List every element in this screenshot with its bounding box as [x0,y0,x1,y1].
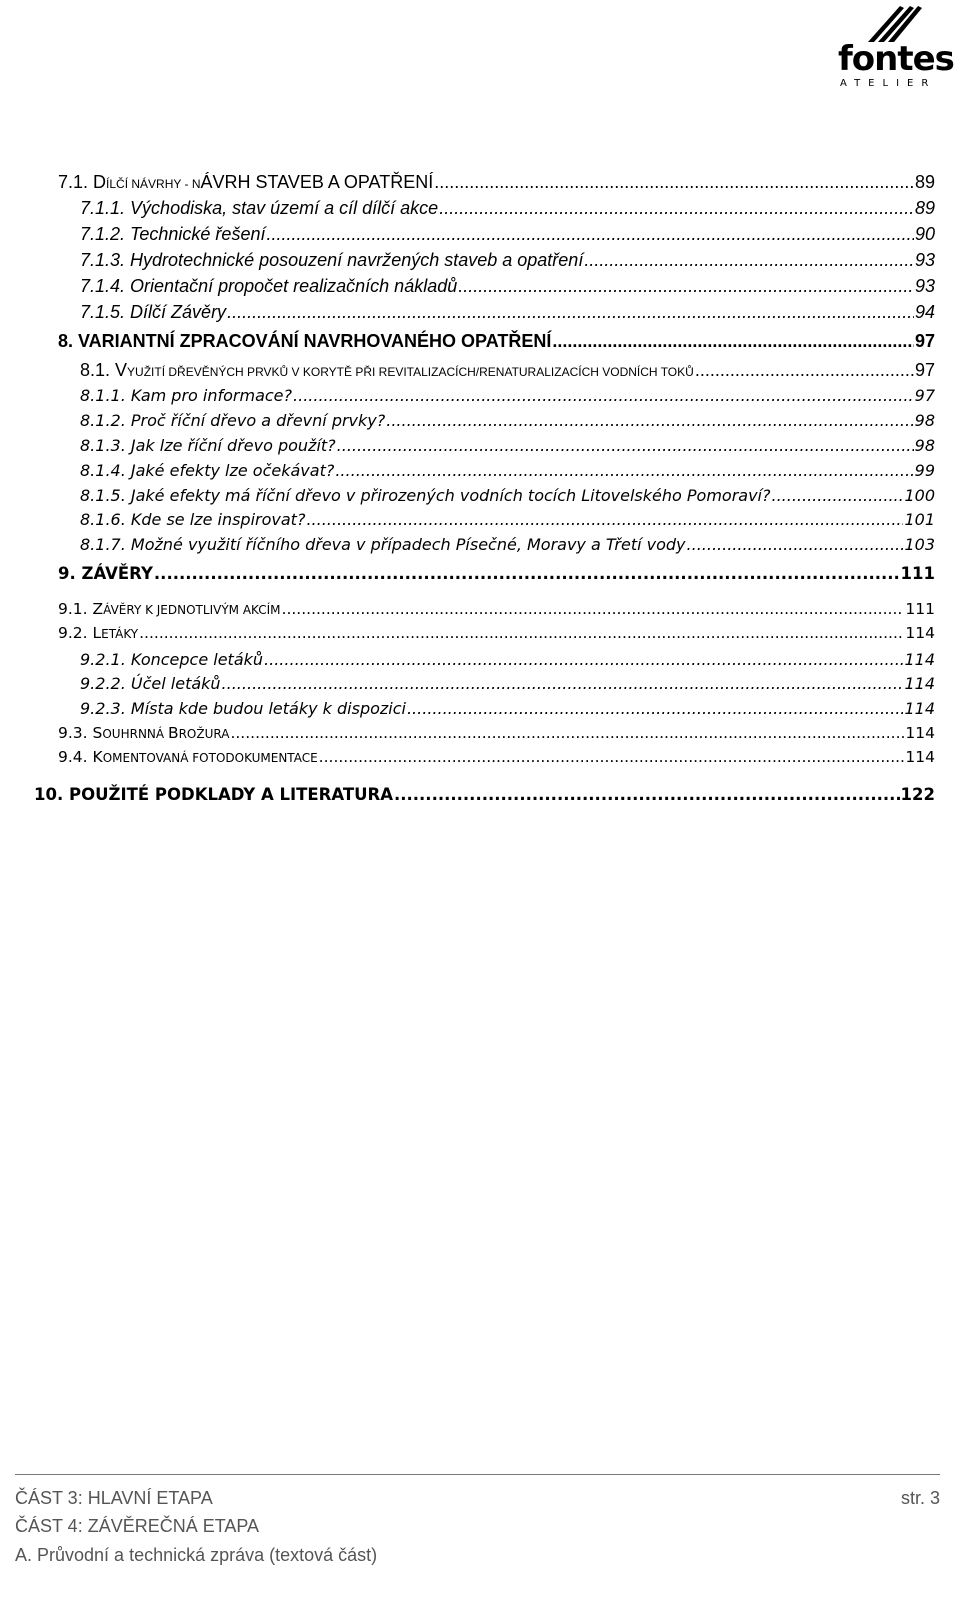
toc-entry[interactable] [58,624,935,642]
toc-entry[interactable] [58,724,935,742]
toc-leader-dots [335,461,913,480]
toc-entry-number: 8. [58,331,79,351]
toc-entry-title: 9.3. SOUHRNNÁ BROŽURA [58,724,230,742]
toc-page-number: 94 [914,302,935,322]
toc-entry-number: 9.2.3. [80,699,131,718]
toc-entry-title: 7.1.2. Technické řešení [80,224,266,244]
toc-entry-number: 8.1. [80,360,116,380]
toc-leader-dots [552,331,914,352]
toc-entry-number: 10. [34,785,69,804]
toc-page-number: 93 [914,250,935,270]
toc-leader-dots [282,600,905,618]
toc-entry[interactable] [80,486,935,505]
toc-page-number: 111 [905,600,935,618]
toc-entry-title: 7.1.3. Hydrotechnické posouzení navržených staveb a opatření [80,250,584,270]
toc-entry[interactable] [80,535,935,554]
toc-entry-number: 9.2. [58,624,93,642]
toc-entry-title: 8.1.7. Možné využití říčního dřeva v případech Písečné, Moravy a Třetí vody [80,535,686,554]
toc-entry-number: 8.1.5. [80,486,131,505]
toc-entry[interactable] [80,461,935,480]
footer-line-1: ČÁST 3: HLAVNÍ ETAPA [15,1488,213,1508]
toc-entry-number: 9.4. [58,748,93,766]
toc-page-number: 98 [914,411,935,430]
toc-entry-number: 9.3. [58,724,93,742]
toc-entry[interactable] [80,360,935,381]
toc-leader-dots [771,486,903,505]
toc-entry[interactable] [34,785,935,804]
toc-leader-dots [439,198,914,219]
toc-page-number: 114 [905,724,935,742]
toc-entry-number: 7.1.5. [80,302,131,322]
toc-entry[interactable] [80,250,935,271]
toc-entry[interactable] [80,302,935,323]
toc-leader-dots [394,785,900,804]
toc-entry[interactable] [80,224,935,245]
toc-leader-dots [222,674,904,693]
toc-entry[interactable] [80,386,935,405]
toc-entry-title: 7.1.1. Východiska, stav území a cíl dílčí akce [80,198,439,218]
toc-entry[interactable] [80,699,935,718]
toc-entry[interactable] [80,198,935,219]
toc-entry-number: 9.2.2. [80,674,131,693]
toc-page-number: 111 [900,564,935,583]
toc-entry-number: 7.1.3. [80,250,131,270]
toc-entry-number: 8.1.1. [80,386,131,405]
toc-page-number: 90 [914,224,935,244]
toc-entry-title: 8. VARIANTNÍ ZPRACOVÁNÍ NAVRHOVANÉHO OPATŘENÍ [58,331,552,351]
toc-page-number: 114 [904,674,935,693]
toc-entry-number: 7.1.4. [80,276,131,296]
footer-page-number: str. 3 [900,1488,940,1508]
toc-entry[interactable] [80,436,935,455]
toc-page-number: 89 [914,198,935,218]
toc-page-number: 97 [914,360,935,380]
toc-leader-dots [139,624,904,642]
toc-entry-number: 9.2.1. [80,650,131,669]
toc-entry[interactable] [58,564,935,583]
toc-leader-dots [306,510,903,529]
footer-line-2: ČÁST 4: ZÁVĚREČNÁ ETAPA [15,1516,260,1536]
toc-leader-dots [386,411,913,430]
toc-page-number: 114 [904,650,935,669]
toc-leader-dots [293,386,914,405]
toc-page-number: 114 [904,699,935,718]
toc-entry-title: 10. POUŽITÉ PODKLADY A LITERATURA [34,785,393,804]
toc-entry[interactable] [80,276,935,297]
toc-entry[interactable] [80,674,935,693]
toc-leader-dots [154,564,900,583]
toc-page-number: 114 [905,748,935,766]
toc-entry-title: 9.2.1. Koncepce letáků [80,650,264,669]
toc-entry-number: 8.1.3. [80,436,131,455]
toc-entry-number: 9.1. [58,600,93,618]
toc-entry[interactable] [80,411,935,430]
toc-leader-dots [434,172,914,193]
toc-leader-dots [319,748,905,766]
toc-page-number: 98 [914,436,935,455]
toc-entry-number: 7.1. [58,172,94,192]
toc-entry-title: 8.1. VYUŽITÍ DŘEVĚNÝCH PRVKŮ V KORYTĚ PŘI REVITALIZACÍCH/RENATURALIZACÍCH VODNÍCH TOKŮ [80,360,694,380]
toc-entry-title: 9.2.2. Účel letáků [80,674,221,693]
toc-entry-title: 7.1. DÍLČÍ NÁVRHY - NÁVRH STAVEB A OPATŘENÍ [58,172,434,192]
toc-entry[interactable] [80,650,935,669]
toc-page-number: 99 [914,461,935,480]
logo-sub: ATELIER [840,78,937,89]
toc-leader-dots [458,276,914,297]
toc-leader-dots [264,650,903,669]
toc-page-number: 103 [904,535,935,554]
toc-entry-title: 9.2. LETÁKY [58,624,139,642]
toc-entry-title: 8.1.6. Kde se lze inspirovat? [80,510,306,529]
toc-page-number: 97 [914,386,935,405]
toc-entry-title: 7.1.4. Orientační propočet realizačních nákladů [80,276,458,296]
toc-leader-dots [337,436,914,455]
logo-word: fontes [838,39,954,79]
toc-entry-number: 8.1.7. [80,535,131,554]
toc-entry[interactable] [58,600,935,618]
toc-entry-number: 8.1.4. [80,461,131,480]
toc-leader-dots [230,724,904,742]
toc-entry[interactable] [58,331,935,352]
toc-entry-number: 7.1.1. [80,198,131,218]
toc-entry-number: 7.1.2. [80,224,131,244]
footer-line-3: A. Průvodní a technická zpráva (textová část) [15,1545,378,1565]
toc-entry-title: 8.1.1. Kam pro informace? [80,386,293,405]
footer-rule [15,1474,940,1475]
toc-leader-dots [695,360,914,381]
toc-entry-number: 8.1.2. [80,411,131,430]
toc-entry-title: 9.4. KOMENTOVANÁ FOTODOKUMENTACE [58,748,318,766]
toc-entry-title: 8.1.2. Proč říční dřevo a dřevní prvky? [80,411,386,430]
toc-leader-dots [687,535,904,554]
toc-entry-title: 8.1.4. Jaké efekty lze očekávat? [80,461,335,480]
toc-leader-dots [266,224,914,245]
toc-page-number: 122 [900,785,935,804]
toc-entry-number: 8.1.6. [80,510,131,529]
toc-entry-title: 9. ZÁVĚRY [58,564,153,583]
toc-page-number: 101 [904,510,935,529]
toc-page-number: 114 [905,624,935,642]
toc-entry[interactable] [58,748,935,766]
toc-page-number: 97 [914,331,935,351]
toc-leader-dots [407,699,903,718]
toc-entry-number: 9. [58,564,82,583]
toc-entry-title: 8.1.3. Jak lze říční dřevo použít? [80,436,336,455]
toc-entry-title: 8.1.5. Jaké efekty má říční dřevo v přirozených vodních tocích Litovelského Pomoraví? [80,486,771,505]
toc-leader-dots [584,250,914,271]
toc-entry-title: 7.1.5. Dílčí Závěry [80,302,227,322]
toc-entry[interactable] [58,172,935,193]
toc-entry-title: 9.2.3. Místa kde budou letáky k dispozici [80,699,406,718]
toc-entry-title: 9.1. ZÁVĚRY K JEDNOTLIVÝM AKCÍM [58,600,281,618]
toc-leader-dots [227,302,914,323]
toc-page-number: 89 [914,172,935,192]
toc-entry[interactable] [80,510,935,529]
toc-page-number: 100 [904,486,935,505]
toc-page-number: 93 [914,276,935,296]
